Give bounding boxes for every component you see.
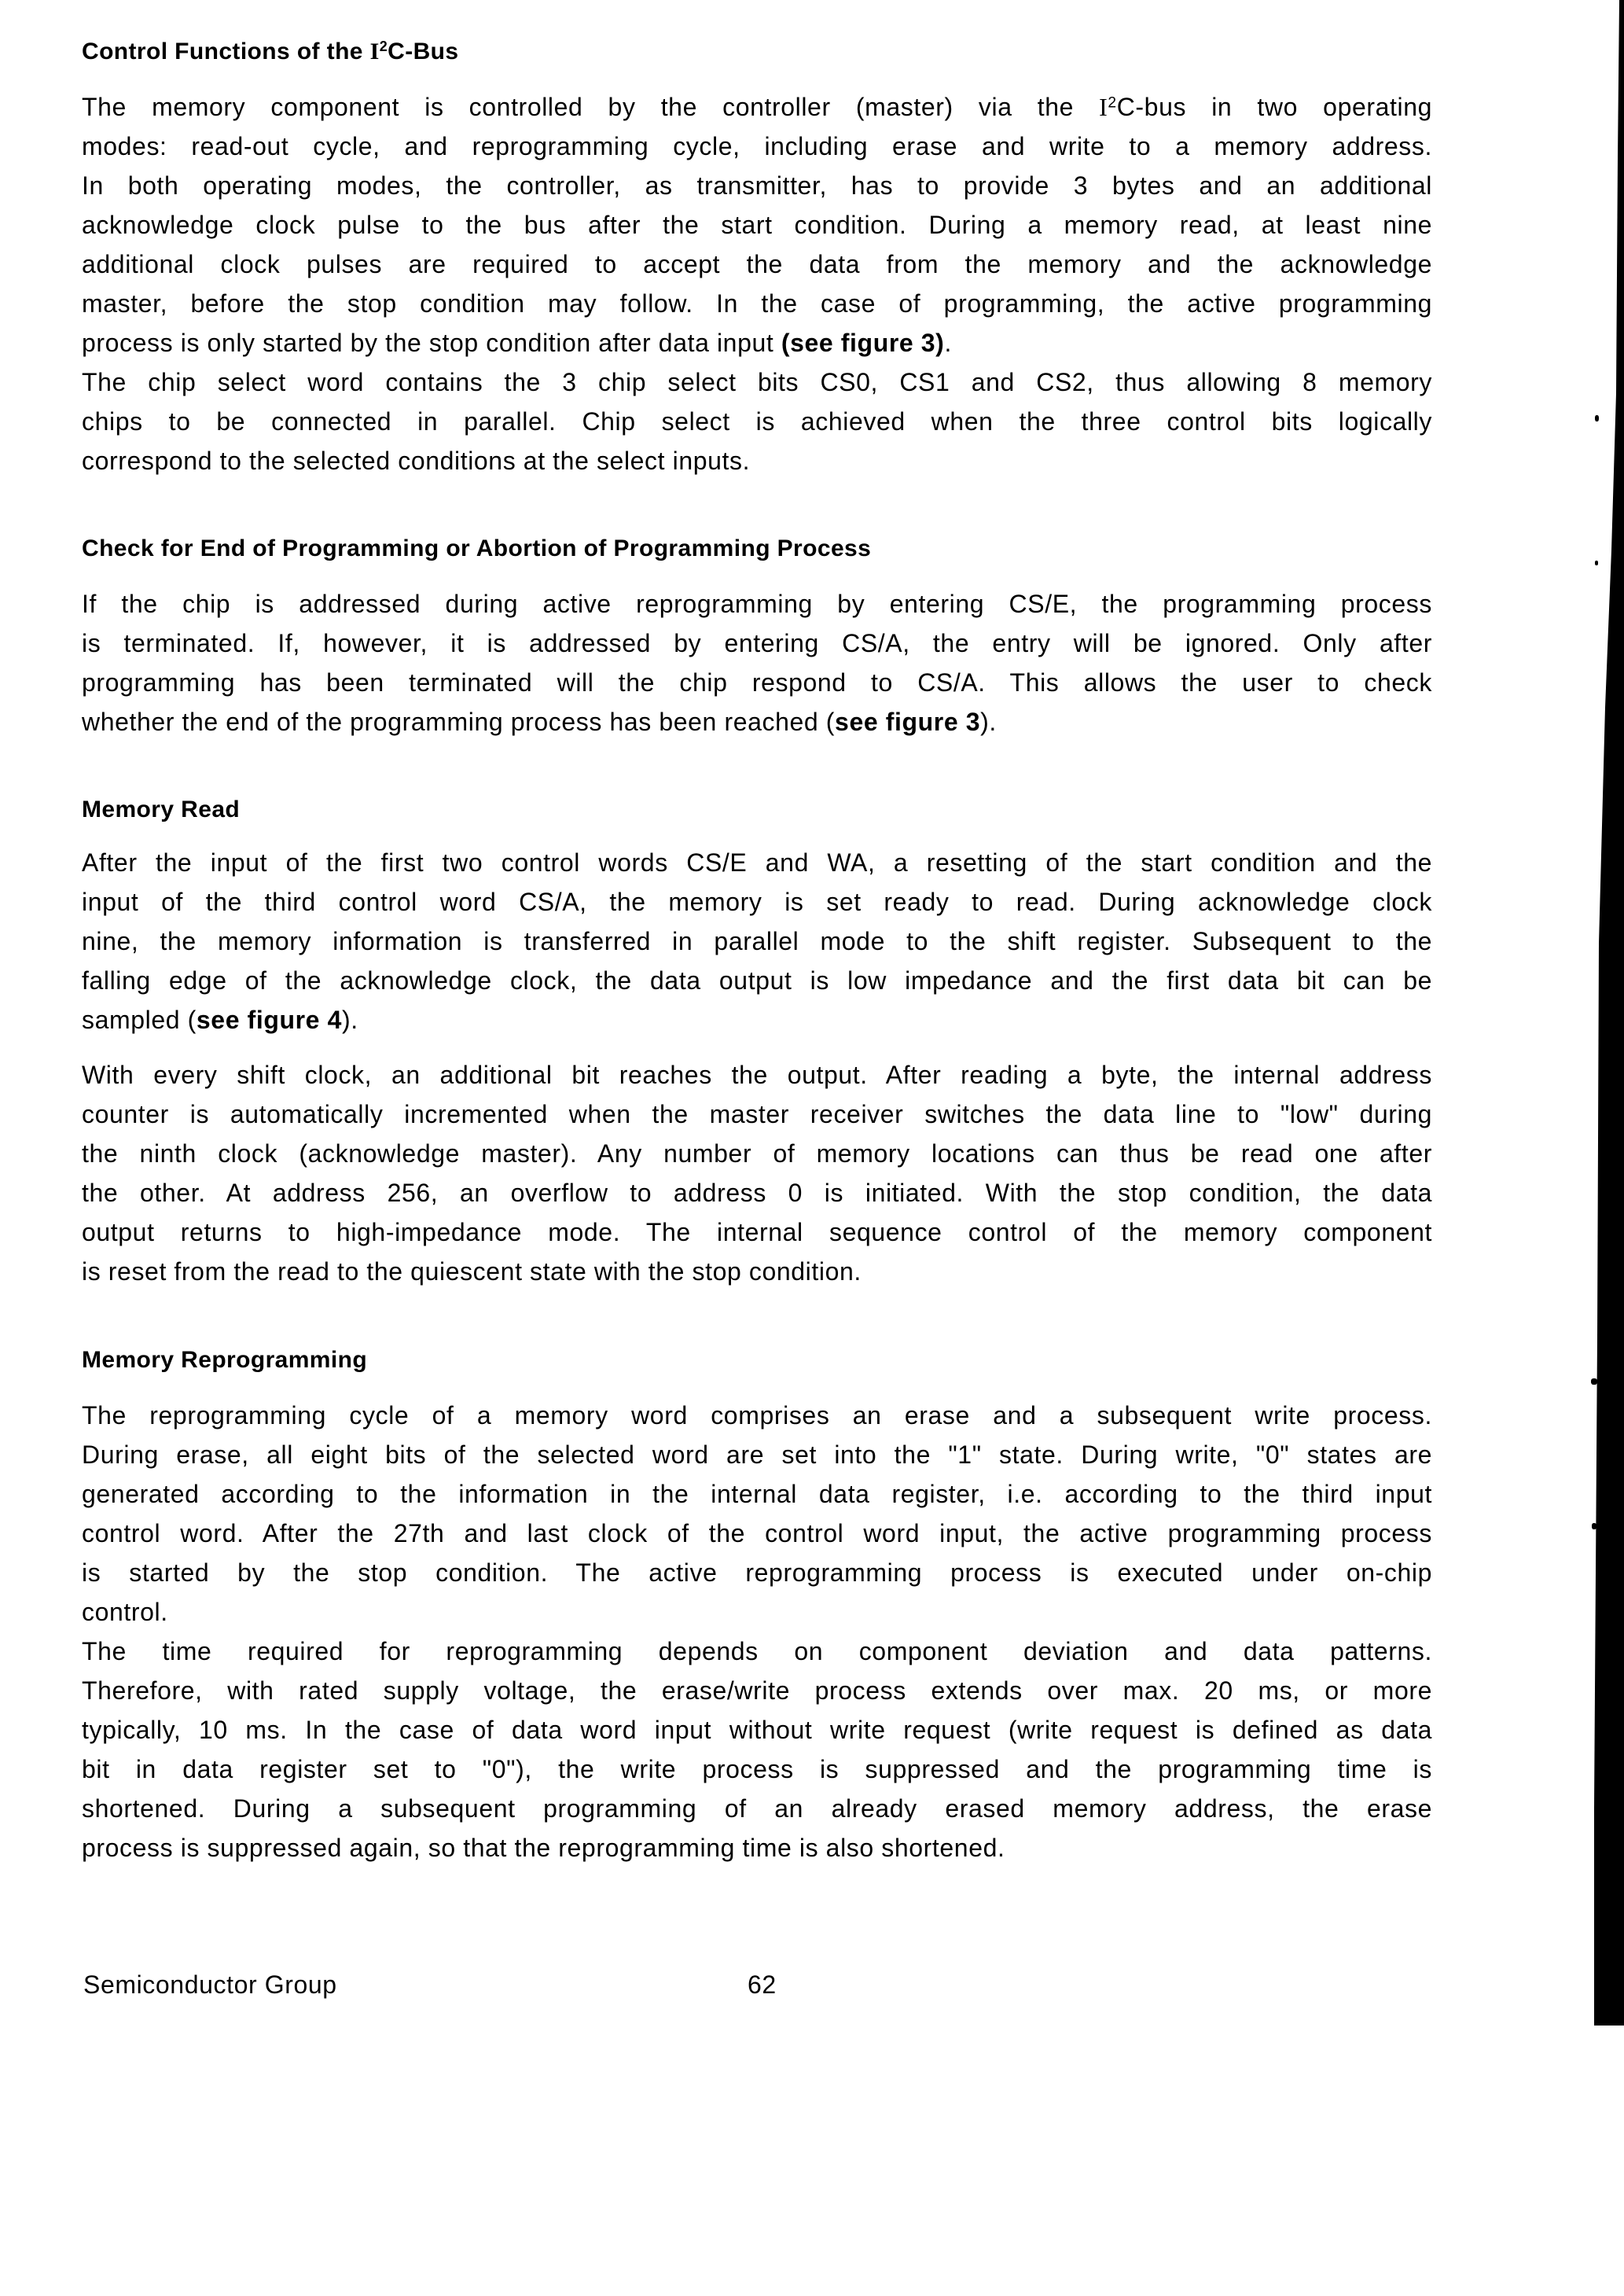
text: process is only started by the stop condition after data input <box>82 329 781 357</box>
body-line: control. <box>82 1598 168 1626</box>
body-line: bit in data register set to "0"), the write process is suppressed and the programming time is <box>82 1755 1432 1783</box>
heading-superscript: 2 <box>379 39 388 55</box>
body-line: acknowledge clock pulse to the bus after the start condition. During a memory read, at least nine <box>82 211 1432 239</box>
body-line: After the input of the first two control words CS/E and WA, a resetting of the start condition and the <box>82 848 1432 877</box>
body-line: Therefore, with rated supply voltage, the erase/write process extends over max. 20 ms, or more <box>82 1676 1432 1705</box>
text-superscript: 2 <box>1108 94 1117 112</box>
body-line: If the chip is addressed during active reprogramming by entering CS/E, the programming process <box>82 590 1432 618</box>
footer-page-number: 62 <box>748 1970 777 1999</box>
heading-text: Control Functions of the <box>82 39 370 64</box>
body-line: the ninth clock (acknowledge master). Any number of memory locations can thus be read one after <box>82 1139 1432 1168</box>
body-line: shortened. During a subsequent programming of an already erased memory address, the erase <box>82 1794 1432 1823</box>
body-line: the other. At address 256, an overflow to address 0 is initiated. With the stop condition, the data <box>82 1179 1432 1207</box>
text: ). <box>341 1006 358 1034</box>
body-line: master, before the stop condition may follow. In the case of programming, the active programming <box>82 289 1432 318</box>
body-line: typically, 10 ms. In the case of data word input without write request (write request is defined as data <box>82 1716 1432 1744</box>
body-line: is reset from the read to the quiescent state with the stop condition. <box>82 1257 862 1286</box>
text: The memory component is controlled by the controller (master) via the <box>82 93 1100 121</box>
body-line: falling edge of the acknowledge clock, the data output is low impedance and the first data bit can be <box>82 966 1432 995</box>
section-heading-memory-reprogramming: Memory Reprogramming <box>82 1347 368 1373</box>
body-line: correspond to the selected conditions at the select inputs. <box>82 447 751 475</box>
footer-publisher: Semiconductor Group <box>83 1970 337 1999</box>
scan-speck <box>1591 1378 1597 1385</box>
body-line: output returns to high-impedance mode. The internal sequence control of the memory component <box>82 1218 1432 1246</box>
body-line: control word. After the 27th and last clock of the control word input, the active programming process <box>82 1519 1432 1547</box>
body-line: chips to be connected in parallel. Chip select is achieved when the three control bits logically <box>82 407 1432 436</box>
figure-reference: (see figure 3) <box>781 329 945 357</box>
text: . <box>944 329 952 357</box>
body-line: input of the third control word CS/A, the memory is set ready to read. During acknowledge clock <box>82 888 1432 916</box>
body-line: counter is automatically incremented when the master receiver switches the data line to "low" during <box>82 1100 1432 1128</box>
section-heading-memory-read: Memory Read <box>82 797 241 822</box>
body-line: nine, the memory information is transferred in parallel mode to the shift register. Subsequent to the <box>82 927 1432 955</box>
scan-speck <box>1595 415 1599 421</box>
text-i: I <box>1099 93 1108 121</box>
body-line: is started by the stop condition. The active reprogramming process is executed under on-chip <box>82 1558 1432 1587</box>
body-line: The chip select word contains the 3 chip select bits CS0, CS1 and CS2, thus allowing 8 memory <box>82 368 1432 396</box>
body-line <box>82 91 1432 123</box>
heading-i: I <box>369 39 380 64</box>
text: sampled ( <box>82 1006 197 1034</box>
body-line: The reprogramming cycle of a memory word comprises an erase and a subsequent write process. <box>82 1401 1432 1429</box>
section-heading-end-of-programming: Check for End of Programming or Abortion of Programming Process <box>82 535 872 561</box>
scan-speck <box>1595 561 1598 565</box>
body-line <box>82 1004 1432 1036</box>
body-line: In both operating modes, the controller, as transmitter, has to provide 3 bytes and an additional <box>82 171 1432 200</box>
figure-reference: see figure 3 <box>835 708 981 736</box>
body-line: is terminated. If, however, it is addressed by entering CS/A, the entry will be ignored. Only after <box>82 629 1432 657</box>
figure-reference: see figure 4 <box>196 1006 342 1034</box>
text: C-bus in two operating <box>1116 93 1432 121</box>
body-line: With every shift clock, an additional bit reaches the output. After reading a byte, the internal address <box>82 1061 1432 1089</box>
body-line: process is suppressed again, so that the reprogramming time is also shortened. <box>82 1834 1005 1862</box>
text: whether the end of the programming process has been reached ( <box>82 708 836 736</box>
heading-text-end: C-Bus <box>388 39 459 64</box>
body-line: additional clock pulses are required to accept the data from the memory and the acknowledge <box>82 250 1432 278</box>
body-line: During erase, all eight bits of the selected word are set into the "1" state. During write, "0" states are <box>82 1441 1432 1469</box>
body-line: generated according to the information in the internal data register, i.e. according to the third input <box>82 1480 1432 1508</box>
body-line: modes: read-out cycle, and reprogramming cycle, including erase and write to a memory address. <box>82 132 1432 160</box>
body-line: programming has been terminated will the chip respond to CS/A. This allows the user to check <box>82 668 1432 697</box>
scan-edge-shadow <box>1588 0 1624 2026</box>
text: ). <box>980 708 997 736</box>
scan-speck <box>1592 1523 1596 1529</box>
body-line <box>82 327 1432 359</box>
body-line: The time required for reprogramming depends on component deviation and data patterns. <box>82 1637 1432 1665</box>
section-heading-i2c-control <box>82 36 458 68</box>
body-line <box>82 706 1432 738</box>
